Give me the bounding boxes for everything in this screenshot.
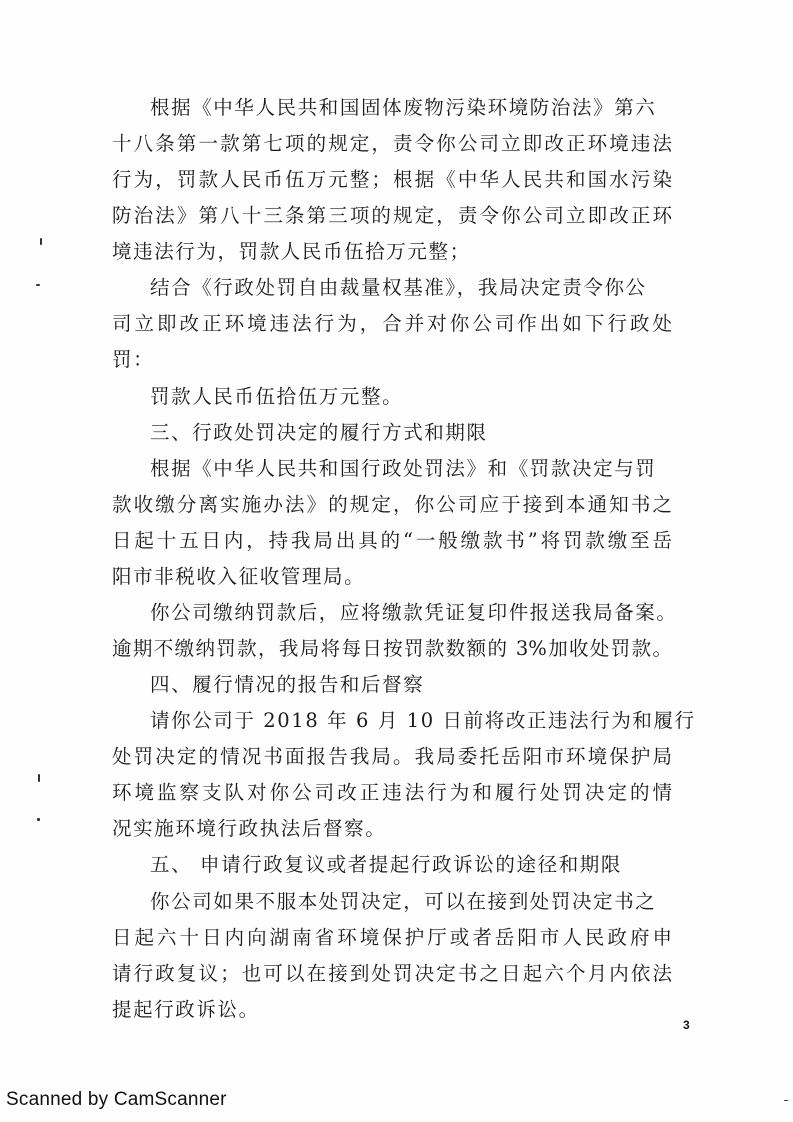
text-line: 结合《行政处罚自由裁量权基准》，我局决定责令你公 bbox=[150, 276, 647, 299]
scan-speck bbox=[784, 1100, 788, 1101]
text-line: 提起行政诉讼。 bbox=[112, 998, 260, 1021]
text-line: 你公司如果不服本处罚决定，可以在接到处罚决定书之 bbox=[150, 890, 657, 913]
page-number: 3 bbox=[683, 1018, 690, 1032]
text-line: 境违法行为，罚款人民币伍拾万元整； bbox=[112, 240, 471, 263]
text-line: 请你公司于 2018 年 6 月 10 日前将改正违法行为和履行 bbox=[150, 709, 696, 732]
text-line: 十八条第一款第七项的规定，责令你公司立即改正环境违法 bbox=[112, 132, 672, 155]
scan-speck bbox=[38, 774, 40, 782]
text-line: 况实施环境行政执法后督察。 bbox=[112, 817, 387, 840]
text-line: 环境监察支队对你公司改正违法行为和履行处罚决定的情 bbox=[112, 781, 672, 804]
text-line: 根据《中华人民共和国行政处罚法》和《罚款决定与罚 bbox=[150, 457, 657, 480]
scan-speck bbox=[36, 284, 40, 286]
section-heading: 四、履行情况的报告和后督察 bbox=[150, 673, 425, 696]
text-line: 罚款人民币伍拾伍万元整。 bbox=[150, 385, 404, 408]
text-line: 款收缴分离实施办法》的规定，你公司应于接到本通知书之 bbox=[112, 493, 672, 516]
text-line: 罚： bbox=[112, 348, 155, 371]
text-line: 请行政复议；也可以在接到处罚决定书之日起六个月内依法 bbox=[112, 962, 672, 985]
text-line: 逾期不缴纳罚款，我局将每日按罚款数额的 3%加收处罚款。 bbox=[112, 637, 672, 660]
text-line: 行为，罚款人民币伍万元整；根据《中华人民共和国水污染 bbox=[112, 168, 672, 191]
text-line: 你公司缴纳罚款后，应将缴款凭证复印件报送我局备案。 bbox=[150, 601, 678, 624]
text-line: 日起六十日内向湖南省环境保护厅或者岳阳市人民政府申 bbox=[112, 926, 672, 949]
text-line: 根据《中华人民共和国固体废物污染环境防治法》第六 bbox=[150, 96, 657, 119]
section-heading: 三、行政处罚决定的履行方式和期限 bbox=[150, 421, 488, 444]
scan-speck bbox=[40, 238, 42, 245]
text-line: 防治法》第八十三条第三项的规定，责令你公司立即改正环 bbox=[112, 204, 672, 227]
scanner-watermark: Scanned by CamScanner bbox=[6, 1089, 227, 1110]
section-heading: 五、 申请行政复议或者提起行政诉讼的途径和期限 bbox=[150, 853, 622, 876]
text-line: 司立即改正环境违法行为，合并对你公司作出如下行政处 bbox=[112, 312, 672, 335]
text-line: 处罚决定的情况书面报告我局。我局委托岳阳市环境保护局 bbox=[112, 745, 672, 768]
scan-speck bbox=[37, 818, 40, 821]
text-line: 日起十五日内，持我局出具的“一般缴款书”将罚款缴至岳 bbox=[112, 529, 672, 552]
text-line: 阳市非税收入征收管理局。 bbox=[112, 565, 366, 588]
